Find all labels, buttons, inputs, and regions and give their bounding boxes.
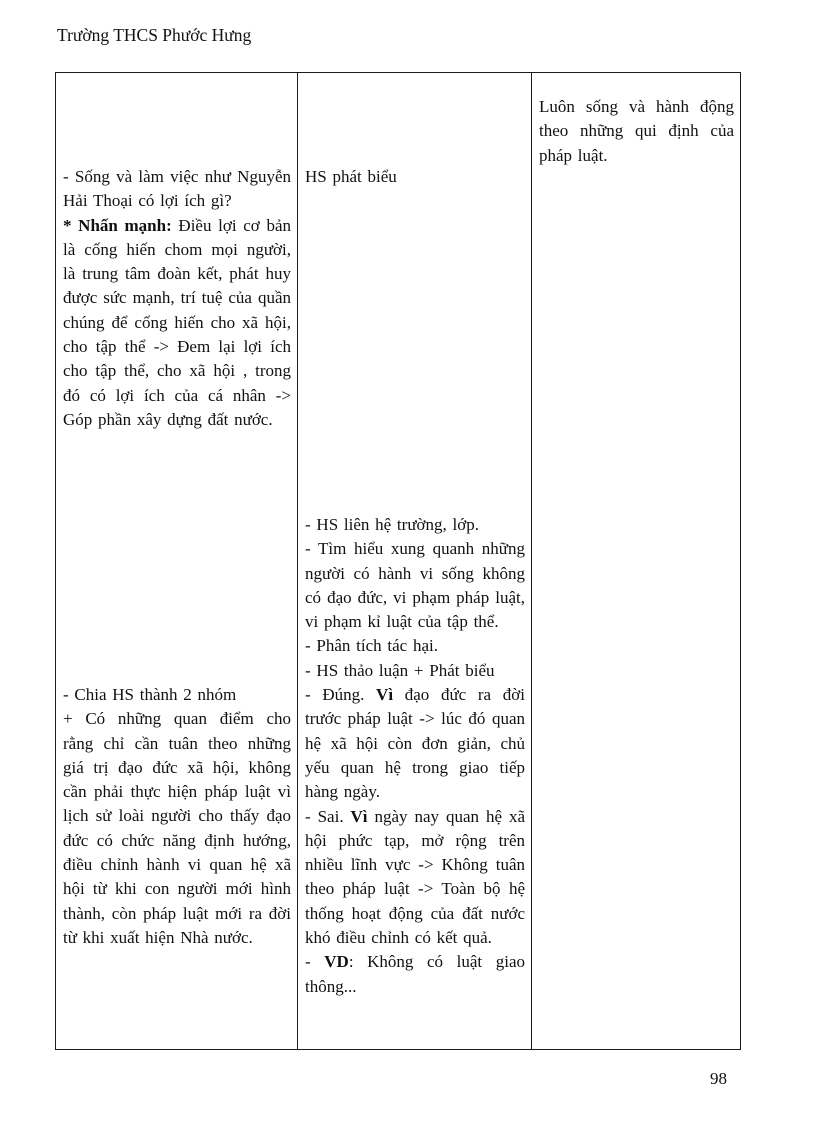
table-column-student-activities	[298, 73, 532, 1049]
answer-sai-paragraph	[305, 805, 525, 951]
emphasis-paragraph	[63, 214, 291, 433]
activity-line-4: - HS thảo luận + Phát biểu	[305, 660, 495, 680]
content-note-block	[539, 95, 734, 168]
content-note-paragraph: Luôn sống và hành động theo những qui định của pháp luật.	[539, 97, 734, 165]
question-paragraph: - Sống và làm việc như Nguyễn Hải Thoại có lợi ích gì?	[63, 167, 291, 211]
example-paragraph	[305, 950, 525, 999]
answer-dung-prefix: - Đúng.	[305, 685, 377, 705]
student-response-block	[305, 165, 525, 189]
emphasis-text: Điều lợi cơ bản là cống hiến chom mọi người, là trung tâm đoàn kết, phát huy được sức mạnh, trí tuệ của quần chúng để cống hiến cho xã hội, cho tập thể -> Đem lại lợi ích cho tập thể, cho xã hội , trong đó có lợi ích của cá nhân -> Góp phần xây dựng đất nước.	[63, 215, 292, 429]
page-number: 98	[710, 1069, 727, 1088]
student-activity-block	[305, 513, 525, 999]
answer-dung-paragraph	[305, 683, 525, 804]
activity-line-2: - Tìm hiểu xung quanh những người có hành vi sống không có đạo đức, vi phạm pháp luật, vi phạm kỉ luật của tập thể.	[305, 539, 525, 632]
answer-dung-rest: đạo đức ra đời trước pháp luật -> lúc đó quan hệ xã hội còn đơn giản, chủ yếu quan hệ trong giao tiếp hàng ngày.	[305, 685, 525, 802]
teacher-question-block	[63, 165, 291, 432]
lesson-plan-table	[55, 72, 741, 1050]
answer-dung-bold: Vì	[376, 685, 394, 705]
example-bold: VD	[324, 952, 349, 972]
emphasis-label: * Nhấn mạnh:	[63, 215, 172, 235]
answer-sai-bold: Vì	[350, 806, 368, 826]
group-split-line: - Chia HS thành 2 nhóm	[63, 685, 237, 704]
activity-line-3: - Phân tích tác hại.	[305, 636, 438, 656]
viewpoint-paragraph: + Có những quan điểm cho rằng chỉ cần tuân theo những giá trị đạo đức xã hội, không cần phải thực hiện pháp luật vì lịch sử loài người cho thấy đạo đức có chức năng định hướng, điều chỉnh hành vi quan hệ xã hội từ khi con người mới hình thành, còn pháp luật mới ra đời từ khi xuất hiện Nhà nước.	[63, 709, 291, 947]
school-name-header: Trường THCS Phước Hưng	[57, 25, 252, 45]
answer-sai-prefix: - Sai.	[305, 806, 351, 826]
student-response-line: HS phát biểu	[305, 167, 397, 186]
example-rest: : Không có luật giao thông...	[305, 952, 525, 996]
answer-sai-rest: ngày nay quan hệ xã hội phức tạp, mở rộng trên nhiều lĩnh vực -> Không tuân theo pháp luật -> Toàn bộ hệ thống hoạt động của đất nước khó điều chỉnh có kết quả.	[305, 806, 525, 948]
table-column-teacher-activities	[56, 73, 298, 1049]
group-discussion-block	[63, 683, 291, 950]
activity-line-1: - HS liên hệ trường, lớp.	[305, 515, 479, 534]
example-prefix: -	[305, 952, 325, 972]
table-column-content-notes	[532, 73, 740, 1049]
